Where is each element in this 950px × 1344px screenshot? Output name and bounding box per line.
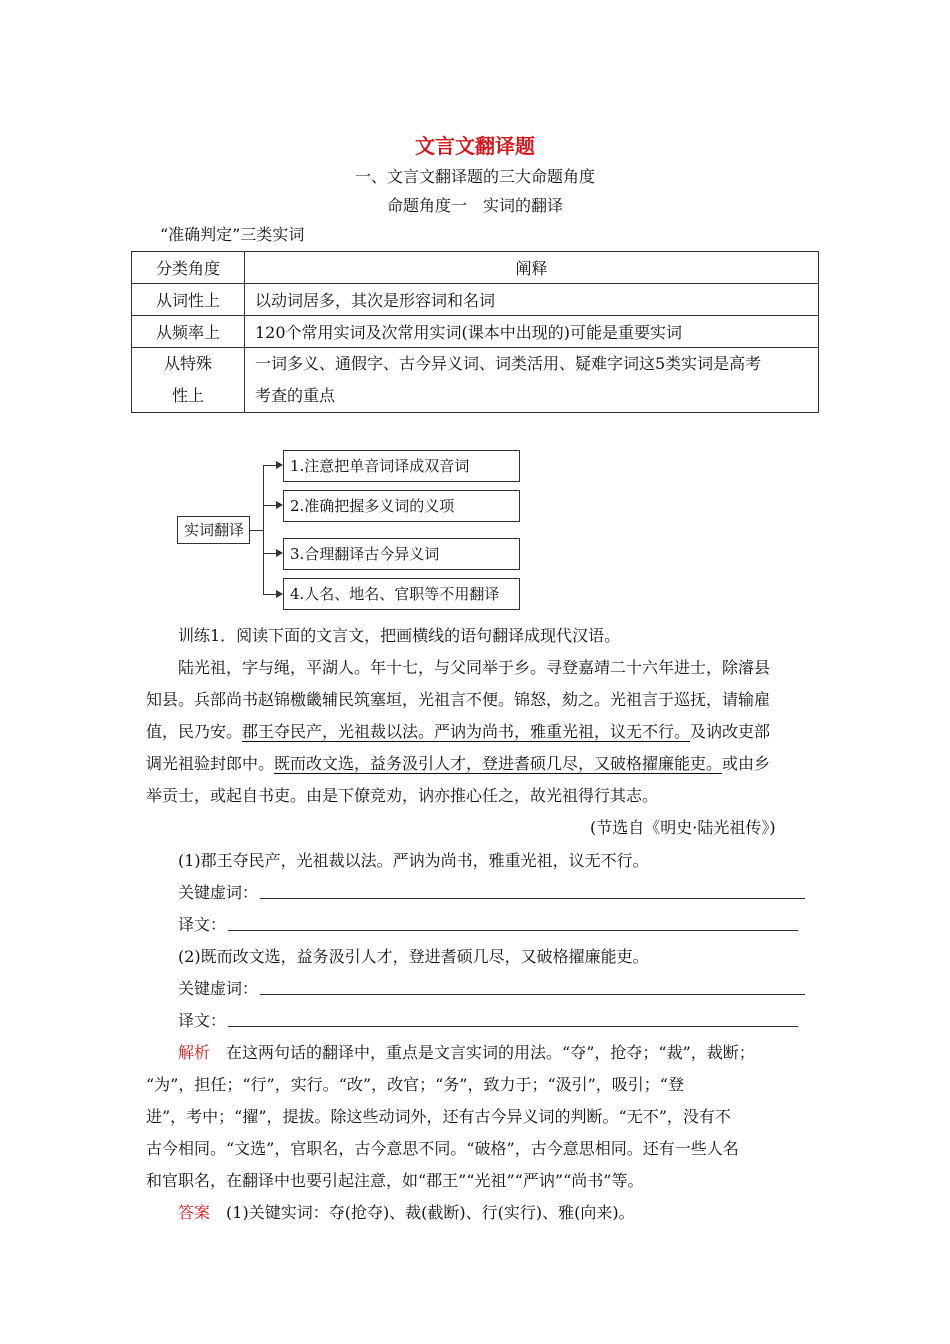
table-header-row <box>132 252 819 284</box>
answer-blank[interactable] <box>228 930 798 931</box>
diagram-branch <box>263 553 277 554</box>
table-row <box>132 348 819 413</box>
diagram-branch <box>263 505 277 506</box>
underlined-sentence: 既而改文选，益务汲引人才，登进耆硕几尽，又破格擢廉能吏。 <box>274 754 723 773</box>
passage-text: 及讷改吏部 <box>690 722 771 741</box>
table-cell-line: 性上 <box>171 386 204 405</box>
diagram-branch <box>263 465 277 466</box>
table-cell: 从频率上 <box>132 316 245 348</box>
source-citation: (节选自《明史·陆光祖传》) <box>590 818 776 837</box>
underlined-sentence: 郡王夺民产，光祖裁以法。严讷为尚书，雅重光祖，议无不行。 <box>242 722 691 741</box>
answer-tag: 答案 <box>178 1203 211 1222</box>
diagram-root: 实词翻译 <box>177 516 250 544</box>
diagram-branch <box>263 594 277 595</box>
table-cell: 以动词居多，其次是形容词和名词 <box>245 284 819 316</box>
diagram-item: 4.人名、地名、官职等不用翻译 <box>283 578 520 610</box>
arrow-icon <box>276 590 283 598</box>
question-2: (2)既而改文选，益务汲引人才，登进耆硕几尽，又破格擢廉能吏。 <box>178 947 649 966</box>
table-cell-line: 从特殊 <box>163 354 212 373</box>
table-cell: 从词性上 <box>132 284 245 316</box>
table-row <box>132 316 819 348</box>
passage-line: 陆光祖，字与绳，平湖人。年十七，与父同举于乡。寻登嘉靖二十六年进士，除濬县 <box>178 658 771 677</box>
key-words-label: 关键虚词： <box>178 883 259 902</box>
analysis-line: 进”，考中；“擢”，提拔。除这些动词外，还有古今异义词的判断。“无不”，没有不 <box>146 1107 731 1126</box>
classification-table <box>131 251 819 413</box>
arrow-icon <box>276 549 283 557</box>
analysis-line <box>178 1040 755 1063</box>
table-cell-line: 一词多义、通假字、古今异义词、词类活用、疑难字词这5类实词是高考 <box>255 354 762 373</box>
table-cell <box>245 348 819 413</box>
passage-text: 值，民乃安。 <box>146 722 243 741</box>
passage-line <box>146 719 770 742</box>
table-cell-line: 考查的重点 <box>255 386 336 405</box>
answer-text: (1)关键实词：夺(抢夺)、裁(截断)、行(实行)、雅(向来)。 <box>226 1203 635 1222</box>
passage-line: 举贡士，或起自书吏。由是下僚竞劝，讷亦推心任之，故光祖得行其志。 <box>146 786 659 805</box>
question-1: (1)郡王夺民产，光祖裁以法。严讷为尚书，雅重光祖，议无不行。 <box>178 851 649 870</box>
diagram-item: 2.准确把握多义词的义项 <box>283 490 520 522</box>
answer-blank[interactable] <box>228 1026 798 1027</box>
passage-text: 调光祖验封郎中。 <box>146 754 275 773</box>
passage-line <box>146 751 770 774</box>
page-title: 文言文翻译题 <box>415 134 535 158</box>
answer-blank[interactable] <box>260 898 805 899</box>
diagram-connector <box>250 530 263 531</box>
angle-heading: 命题角度一 实词的翻译 <box>386 196 563 215</box>
diagram-trunk <box>263 465 264 595</box>
analysis-line: “为”，担任；“行”，实行。“改”，改官；“务”，致力于；“汲引”，吸引；“登 <box>146 1075 684 1094</box>
passage-line: 知县。兵部尚书赵锦檄畿辅民筑塞垣，光祖言不便。锦怒，劾之。光祖言于巡抚，请输雇 <box>146 690 771 709</box>
diagram-item: 1.注意把单音词译成双音词 <box>283 450 520 482</box>
diagram-item: 3.合理翻译古今异义词 <box>283 538 520 570</box>
table-header: 分类角度 <box>132 252 245 284</box>
arrow-icon <box>276 501 283 509</box>
arrow-icon <box>276 461 283 469</box>
analysis-text: 在这两句话的翻译中，重点是文言实词的用法。“夺”，抢夺；“裁”，裁断； <box>226 1043 755 1062</box>
exercise-prompt: 训练1．阅读下面的文言文，把画横线的语句翻译成现代汉语。 <box>178 626 621 645</box>
answer-blank[interactable] <box>260 994 805 995</box>
translation-label: 译文： <box>178 1011 227 1030</box>
passage-text: 或由乡 <box>722 754 771 773</box>
table-row <box>132 284 819 316</box>
key-words-label: 关键虚词： <box>178 979 259 998</box>
table-cell <box>132 348 245 413</box>
analysis-line: 和官职名，在翻译中也要引起注意，如“郡王”“光祖”“严讷”“尚书”等。 <box>146 1171 644 1190</box>
analysis-line: 古今相同。“文选”，官职名，古今意思不同。“破格”，古今意思相同。还有一些人名 <box>146 1139 739 1158</box>
analysis-tag: 解析 <box>178 1043 211 1062</box>
section-heading: 一、文言文翻译题的三大命题角度 <box>354 167 595 186</box>
translation-label: 译文： <box>178 915 227 934</box>
table-header: 阐释 <box>245 252 819 284</box>
intro-text: “准确判定”三类实词 <box>160 225 305 244</box>
table-cell: 120个常用实词及次常用实词(课本中出现的)可能是重要实词 <box>245 316 819 348</box>
answer-line <box>178 1200 635 1223</box>
